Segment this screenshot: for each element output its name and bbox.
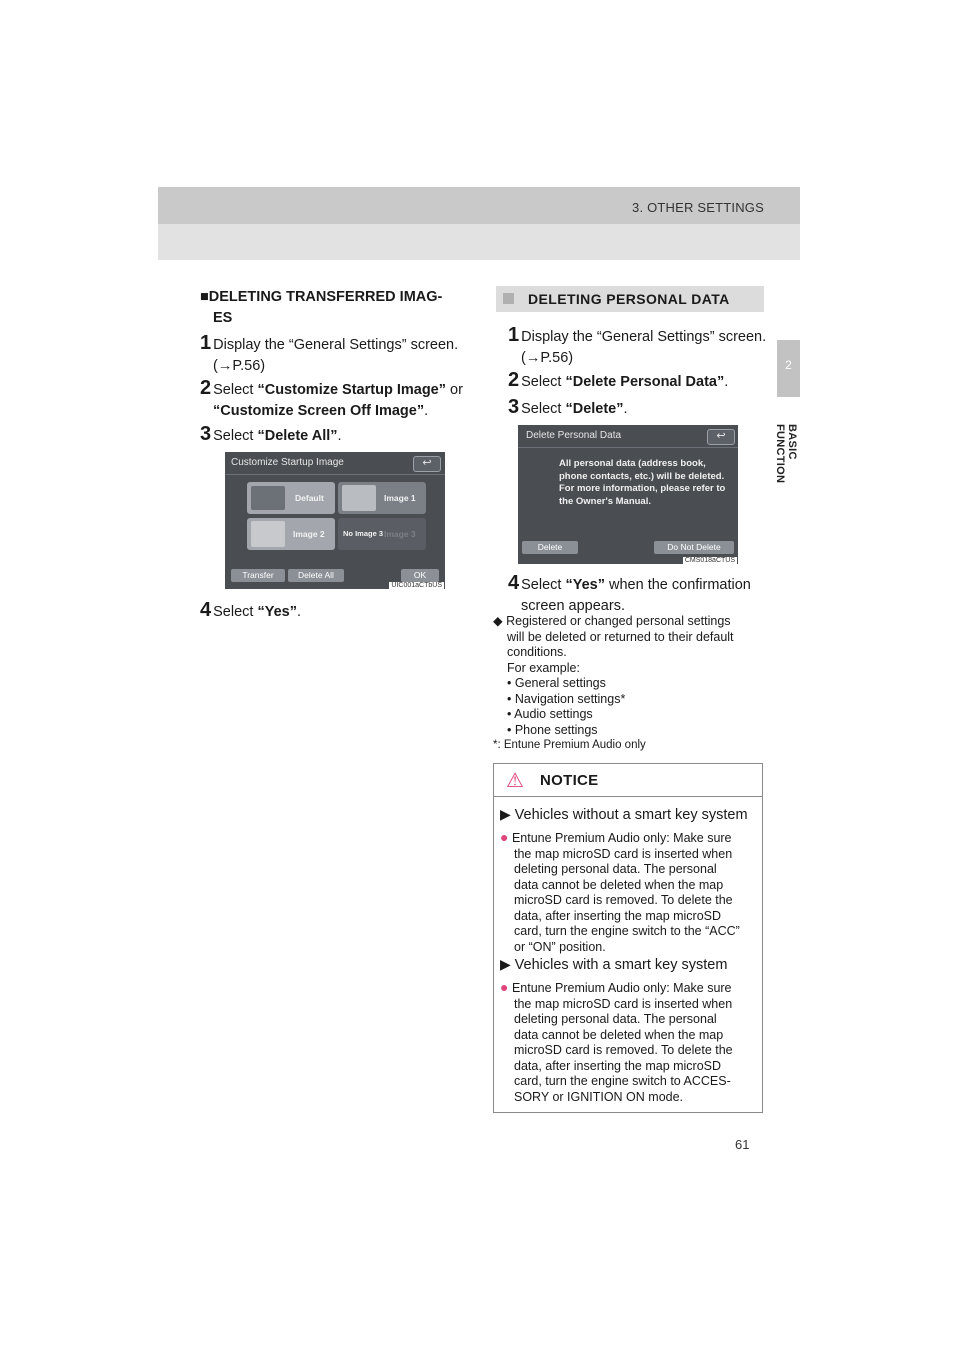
triangle-right-icon: ▶ bbox=[500, 806, 515, 822]
left-step-2: 2 Select “Customize Startup Image” or “Customize Screen Off Image”. bbox=[200, 377, 463, 419]
personal-settings-note: ◆ Registered or changed personal settings will be deleted or returned to their default conditions. For example: • General settings • Navigation settings* • Audio settings • Phone settings *: Entune Premium Audio only bbox=[493, 614, 768, 754]
left-step-3: 3 Select “Delete All”. bbox=[200, 423, 342, 445]
side-tab-number: 2 bbox=[785, 358, 792, 372]
tile-default[interactable]: Default bbox=[247, 482, 335, 514]
image-code: CMS018aCTUS bbox=[684, 557, 735, 564]
pink-bullet-icon: ● bbox=[500, 979, 509, 995]
notice-section-without-smart-key: ▶ Vehicles without a smart key system ● Entune Premium Audio only: Make sure the map microSD card is inserted when deleting personal data. The personal data cannot be deleted when the map microSD card is removed. To delete the data, after inserting the map microSD card, turn the engine switch to the “ACC” or “ON” position. bbox=[500, 806, 748, 954]
toyota-logo-icon bbox=[251, 486, 285, 510]
section-heading-deleting-images: ■DELETING TRANSFERRED IMAG- ES bbox=[200, 289, 443, 326]
heading-square-icon bbox=[503, 293, 514, 304]
screenshot-customize-startup-image bbox=[225, 452, 445, 589]
ok-button[interactable]: OK bbox=[401, 569, 439, 582]
page-number: 61 bbox=[735, 1137, 750, 1152]
pink-bullet-icon: ● bbox=[500, 829, 509, 845]
bullet-icon: ◆ bbox=[493, 614, 507, 628]
image-thumbnail-icon bbox=[342, 485, 376, 511]
tile-image-1[interactable]: Image 1 bbox=[338, 482, 426, 514]
back-icon[interactable]: ↩ bbox=[413, 456, 441, 472]
back-icon[interactable]: ↩ bbox=[707, 429, 735, 445]
screenshot-delete-personal-data bbox=[518, 425, 738, 564]
right-step-3: 3 Select “Delete”. bbox=[508, 396, 628, 418]
left-step-1: 1 Display the “General Settings” screen. (→P.56) bbox=[200, 332, 459, 374]
tile-image-3[interactable]: No Image 3 Image 3 bbox=[338, 518, 426, 550]
right-step-4: 4 Select “Yes” when the confirmation screen appears. bbox=[508, 572, 751, 614]
delete-button[interactable]: Delete bbox=[522, 541, 578, 554]
confirmation-message: All personal data (address book, phone contacts, etc.) will be deleted. For more information, please refer to the Owner's Manual. bbox=[559, 458, 726, 507]
left-step-4: 4 Select “Yes”. bbox=[200, 599, 301, 621]
notice-divider bbox=[493, 796, 763, 797]
side-tab-label: BASIC FUNCTION bbox=[774, 424, 798, 484]
transfer-button[interactable]: Transfer bbox=[231, 569, 285, 582]
header-band-bottom bbox=[158, 224, 800, 260]
notice-title: NOTICE bbox=[540, 772, 599, 789]
image-code: UIC001aCTbUS bbox=[391, 582, 442, 589]
screen-title: Delete Personal Data bbox=[526, 430, 622, 441]
section-heading-personal-data: DELETING PERSONAL DATA bbox=[528, 291, 730, 307]
screen-title: Customize Startup Image bbox=[231, 457, 344, 468]
notice-section-with-smart-key: ▶ Vehicles with a smart key system ● Entune Premium Audio only: Make sure the map microSD card is inserted when deleting personal data. The personal data cannot be deleted when the map microSD card is removed. To delete the data, after inserting the map microSD card, turn the engine switch to ACCES- SORY or IGNITION ON mode. bbox=[500, 956, 733, 1104]
footnote: *: Entune Premium Audio only bbox=[493, 739, 646, 751]
chapter-title: 3. OTHER SETTINGS bbox=[632, 200, 764, 215]
tile-image-2[interactable]: Image 2 bbox=[247, 518, 335, 550]
warning-icon: ⚠ bbox=[506, 770, 524, 792]
right-step-1: 1 Display the “General Settings” screen. (→P.56) bbox=[508, 324, 767, 366]
delete-all-button[interactable]: Delete All bbox=[288, 569, 344, 582]
image-thumbnail-icon bbox=[251, 521, 285, 547]
do-not-delete-button[interactable]: Do Not Delete bbox=[654, 541, 734, 554]
right-step-2: 2 Select “Delete Personal Data”. bbox=[508, 369, 729, 391]
triangle-right-icon: ▶ bbox=[500, 956, 515, 972]
